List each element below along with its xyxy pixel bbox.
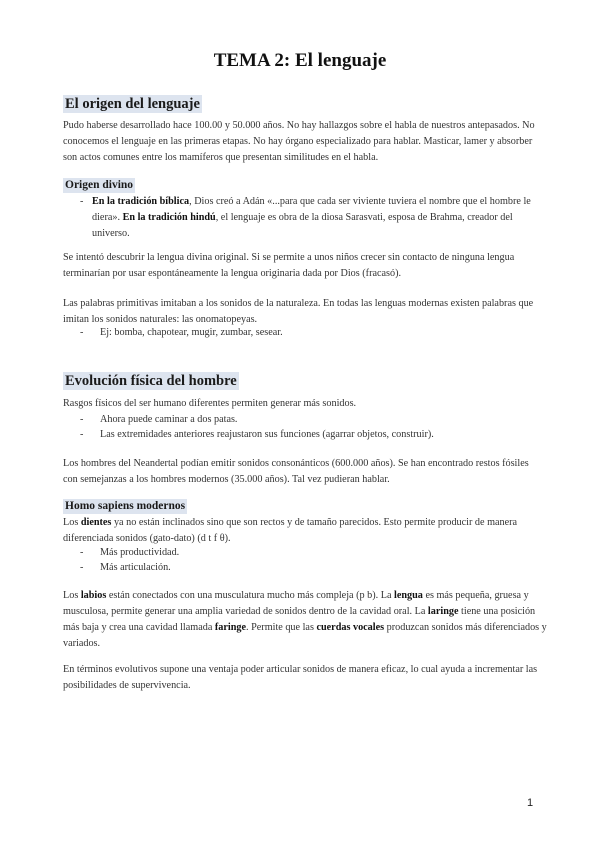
list-item-articulacion: Más articulación. [100, 562, 171, 573]
text: produzcan sonidos más diferenciados y variados. [63, 622, 547, 649]
paragraph-neandertal: Los hombres del Neandertal podían emitir sonidos consonánticos (600.000 años). Se han encontrado restos fósiles con semejanzas a los hombres modernos (35.000 años). Tal vez pudieran hablar. [63, 458, 529, 485]
section-heading-origen: El origen del lenguaje [65, 96, 200, 112]
list-dash: - [80, 429, 84, 440]
text: es más pequeña, gruesa y musculosa, permite generar una amplia variedad de sonidos dentro de la cavidad oral. La [63, 590, 529, 617]
bold-text: En la tradición bíblica [92, 196, 190, 207]
bold-text: labios [80, 590, 107, 601]
text: tiene una posición más baja y crea una cavidad llamada [63, 606, 536, 633]
paragraph-palabras-primitivas: Las palabras primitivas imitaban a los sonidos de la naturaleza. En todas las lenguas modernas existen palabras que imitan los sonidos naturales: las onomatopeyas. [63, 298, 534, 325]
evolucion-intro: Rasgos físicos del ser humano diferentes permiten generar más sonidos. [63, 398, 357, 409]
text: Los [63, 590, 81, 601]
text: ya no están inclinados sino que son rectos y de tamaño parecidos. Esto permite producir de manera diferenciada sonidos (gato-dato) (d t f θ). [63, 517, 518, 544]
list-item-caminar: Ahora puede caminar a dos patas. [100, 414, 238, 425]
list-item-tradiciones [92, 194, 537, 242]
list-dash: - [80, 327, 84, 338]
bold-text: En la tradición hindú [122, 212, 216, 223]
paragraph-lengua-divina: Se intentó descubrir la lengua divina original. Si se permite a unos niños crecer sin contacto de ninguna lengua terminarían por usar espontáneamente la lengua originaria dada por Dios (fracasó). [63, 252, 515, 279]
text: , el lenguaje es obra de la diosa Sarasvati, esposa de Brahma, creador del universo. [92, 212, 513, 239]
page-number: 1 [527, 797, 534, 809]
list-dash: - [80, 562, 84, 573]
list-item-productividad: Más productividad. [100, 547, 180, 558]
paragraph-labios [63, 588, 548, 652]
list-dash: - [80, 196, 84, 207]
list-dash: - [80, 414, 84, 425]
list-item-extremidades: Las extremidades anteriores reajustaron sus funciones (agarrar objetos, construir). [100, 429, 434, 440]
list-dash: - [80, 547, 84, 558]
bold-text: laringe [427, 606, 459, 617]
paragraph-dientes [63, 515, 543, 547]
text: Los [63, 517, 81, 528]
bold-text: dientes [80, 517, 112, 528]
subheading-homo-sapiens: Homo sapiens modernos [65, 500, 186, 512]
bold-text: lengua [394, 590, 423, 601]
bold-text: cuerdas vocales [316, 622, 385, 633]
list-item-ejemplo: Ej: bomba, chapotear, mugir, zumbar, sesear. [100, 327, 283, 338]
text: , Dios creó a Adán «...para que cada ser viviente tuviera el nombre que el hombre le diera». [92, 196, 531, 223]
section-heading-evolucion: Evolución física del hombre [65, 373, 237, 389]
paragraph-conclusion: En términos evolutivos supone una ventaja poder articular sonidos de manera eficaz, lo cual ayuda a incrementar las posibilidades de supervivencia. [63, 664, 538, 691]
text: . Permite que las [246, 622, 317, 633]
text: están conectados con una musculatura mucho más compleja (p b). La [106, 590, 395, 601]
bold-text: faringe [214, 622, 247, 633]
page-title: TEMA 2: El lenguaje [213, 50, 387, 71]
origen-intro: Pudo haberse desarrollado hace 100.00 y 50.000 años. No hay hallazgos sobre el habla de nuestros antepasados. No conocemos el lenguaje en las primeras etapas. No hay órgano especializado para hablar. Masticar, lamer y absorber son actos comunes entre los mamíferos que presentan similitudes en el habla. [63, 120, 535, 163]
subheading-origen-divino: Origen divino [65, 179, 134, 191]
